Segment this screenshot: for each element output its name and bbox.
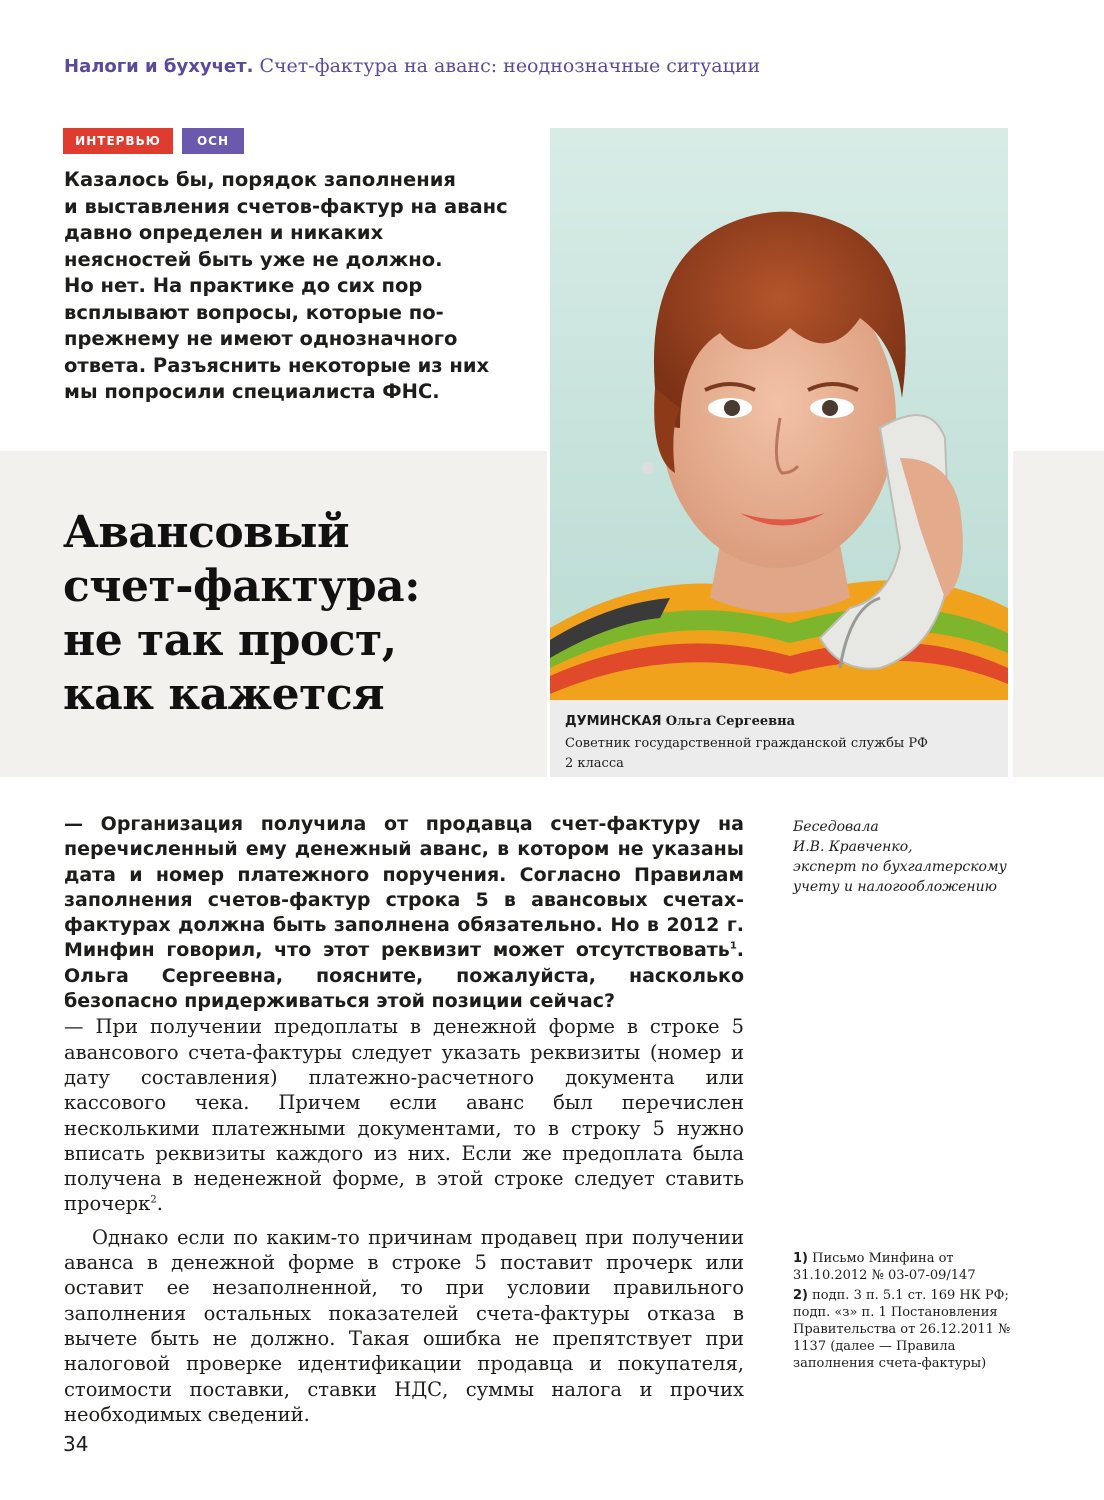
title-line: Авансовый	[63, 507, 350, 558]
footnote-text: Письмо Минфина от 31.10.2012 № 03-07-09/147	[793, 1251, 976, 1283]
body-paragraph: Однако если по каким-то причинам продавец при получении аванса в денежной форме в строке 5 поставит прочерк или оставит ее незаполненной, то при условии правильного заполнения остальных показателей счета-фактуры отказа в вычете быть не должно. Такая ошибка не препятствует при налоговой проверке идентификации продавца и покупателя, стоимости поставки, ставки НДС, суммы налога и прочих необходимых сведений.	[64, 1225, 744, 1426]
interviewer-line: учету и налогообложению	[793, 879, 997, 895]
caption-name	[565, 714, 795, 729]
footnote-number: 1)	[793, 1251, 808, 1266]
portrait-photo	[550, 128, 1008, 700]
tag-interview: ИНТЕРВЬЮ	[63, 128, 173, 154]
footnote-text: подп. 3 п. 5.1 ст. 169 НК РФ; подп. «з» п. 1 Постановления Правительства от 26.12.2011 № 1137 (далее — Правила заполнения счета-фактуры)	[793, 1288, 1011, 1371]
caption-surname: ДУМИНСКАЯ	[565, 714, 662, 729]
title-line: счет-фактура:	[63, 561, 420, 612]
lead-paragraph	[64, 167, 534, 406]
title-line: как кажется	[63, 669, 385, 720]
question-paragraph	[64, 812, 744, 1014]
question-text: — Организация получила от продавца счет-фактуру на перечисленный ему денежный аванс, в котором не указаны дата и номер платежного поручения. Согласно Правилам заполнения счетов-фактур строка 5 в авансовых счетах-фактурах должна быть заполнена обязательно. Но в 2012 г. Минфин говорил, что этот реквизит может отсутствовать	[64, 813, 744, 962]
footnote-1	[793, 1250, 1018, 1284]
footnotes	[793, 1250, 1018, 1375]
tag-osn: ОСН	[182, 128, 244, 154]
lead-line: всплывают вопросы, которые по-	[64, 300, 444, 324]
lead-line: мы попросили специалиста ФНС.	[64, 380, 440, 403]
answer-text: — При получении предоплаты в денежной форме в строке 5 авансового счета-фактуры следует указать реквизиты (номер и дату составления) платежно-расчетного документа или кассового чека. Причем если аванс был перечислен несколькими платежными документами, то в строку 5 нужно вписать реквизиты каждого из них. Если же предоплата была получена в неденежной форме, в этой строке следует ставить прочерк	[64, 1015, 744, 1216]
lead-line: Казалось бы, порядок заполнения	[64, 168, 456, 191]
question-text-end: . Ольга Сергеевна, поясните, пожалуйста, насколько безопасно придерживаться этой позиции сейчас?	[64, 939, 744, 1013]
interviewer-line: И.В. Кравченко,	[793, 839, 913, 855]
footnote-ref-1: 1	[729, 941, 737, 953]
article-body	[64, 812, 744, 1427]
title-band-right	[1013, 451, 1104, 777]
footnote-ref-2: 2	[150, 1194, 157, 1206]
lead-line: Но нет. На практике до сих пор	[64, 274, 423, 297]
portrait-illustration	[550, 128, 1008, 700]
lead-line: прежнему не имеют однозначного	[64, 327, 458, 350]
section-label: Налоги и бухучет.	[64, 56, 254, 77]
caption-role	[565, 734, 965, 773]
interviewer-note	[793, 817, 1023, 897]
lead-line: давно определен и никаких	[64, 221, 384, 244]
running-header	[64, 55, 760, 77]
topic-label: Счет-фактура на аванс: неоднозначные ситуации	[259, 55, 761, 77]
answer-text-end: .	[156, 1192, 163, 1216]
page-number: 34	[63, 1432, 89, 1456]
title-line: не так прост,	[63, 615, 397, 666]
lead-line: ответа. Разъяснить некоторые из них	[64, 353, 490, 377]
caption-role-line: 2 класса	[565, 755, 624, 771]
lead-line: неясностей быть уже не должно.	[64, 247, 443, 271]
answer-paragraph	[64, 1014, 744, 1216]
interviewer-line: Беседовала	[793, 819, 879, 835]
footnote-number: 2)	[793, 1288, 808, 1303]
interviewer-line: эксперт по бухгалтерскому	[793, 859, 1007, 875]
caption-role-line: Советник государственной гражданской службы РФ	[565, 736, 928, 751]
article-title	[63, 506, 533, 722]
caption-given-name: Ольга Сергеевна	[665, 714, 796, 729]
footnote-2	[793, 1287, 1018, 1372]
lead-line: и выставления счетов-фактур на аванс	[64, 194, 508, 218]
